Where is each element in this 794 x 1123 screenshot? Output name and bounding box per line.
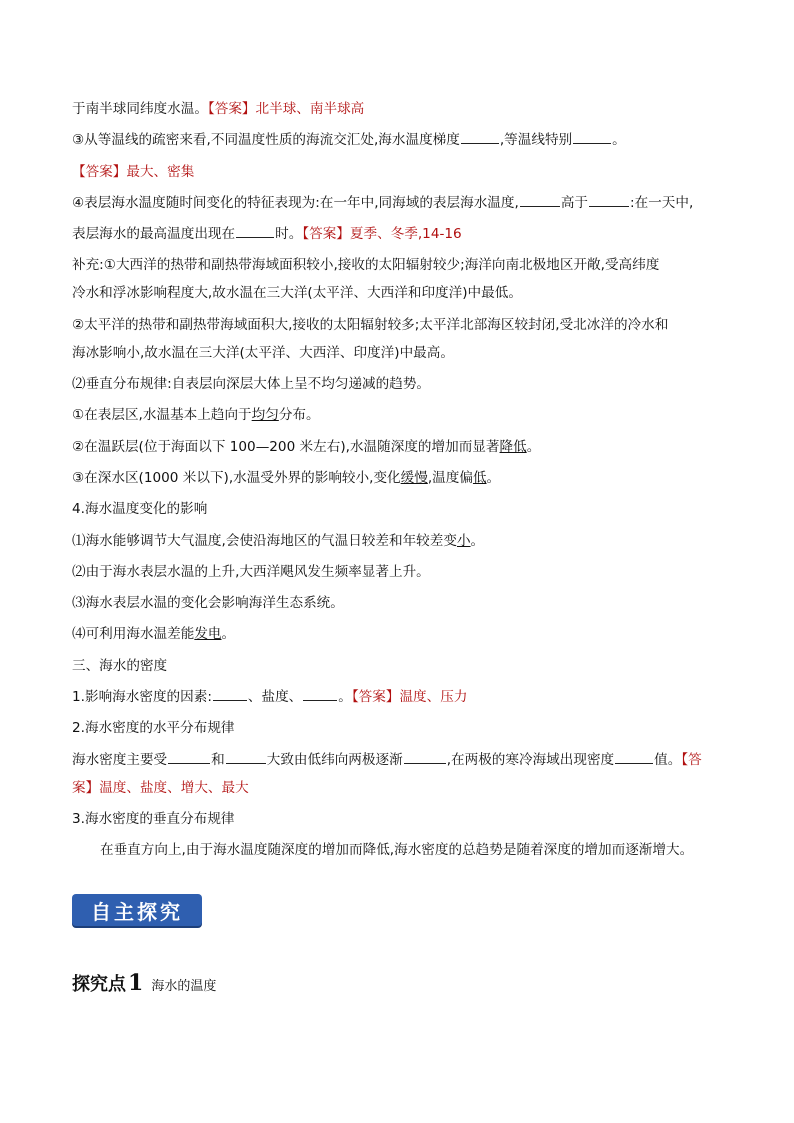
answer-tag: 案】 — [72, 779, 100, 796]
subheading: 3.海水密度的垂直分布规律 — [72, 810, 235, 827]
fill-blank — [615, 750, 653, 764]
fill-blank — [404, 750, 446, 764]
subheading: 4.海水温度变化的影响 — [72, 501, 208, 518]
fill-blank — [573, 130, 611, 144]
fill-blank — [461, 130, 499, 144]
answer-text: 夏季、冬季,14-16 — [349, 226, 462, 243]
fill-blank — [226, 750, 266, 764]
text-line: 在垂直方向上,由于海水温度随深度的增加而降低,海水密度的总趋势是随着深度的增加而逐渐增大。 — [100, 842, 694, 859]
section-title: 海水的温度 — [151, 979, 217, 994]
underlined-answer: 小 — [456, 532, 471, 549]
subheading: 2.海水密度的水平分布规律 — [72, 720, 235, 737]
question-line: ④表层海水温度随时间变化的特征表现为:在一年中,同海域的表层海水温度, 高于 :在一天中, — [72, 194, 694, 211]
answer-line — [72, 778, 732, 798]
fill-blank — [520, 193, 560, 207]
answer-text: 最大、密集 — [126, 163, 195, 180]
text-line: ②太平洋的热带和副热带海域面积大,接收的太阳辐射较多;太平洋北部海区较封闭,受北冰洋的冷水和 — [72, 316, 669, 333]
underlined-answer: 缓慢 — [400, 469, 428, 486]
answer-tag: 【答 — [681, 751, 702, 768]
answer-text: 温度、盐度、增大、最大 — [99, 779, 249, 796]
question-line: 表层海水的最高温度出现在 时。【答案】夏季、冬季,14-16 — [72, 226, 462, 243]
text-line: ②在温跃层(位于海面以下 100—200 米左右),水温随深度的增加而显著降低。 — [72, 438, 541, 455]
section-label: 探究点 — [72, 974, 126, 995]
fill-blank — [589, 193, 629, 207]
answer-tag: 【答案】 — [207, 101, 256, 117]
text-line: ⑵由于海水表层水温的上升,大西洋飓风发生频率显著上升。 — [72, 563, 430, 580]
answer-tag: 【答案】 — [302, 226, 350, 243]
answer-text: 北半球、南半球高 — [255, 101, 365, 117]
underlined-answer: 均匀 — [251, 407, 279, 424]
underlined-answer: 发电 — [194, 626, 222, 643]
question-line: 海水密度主要受 和 大致由低纬向两极逐渐 ,在两极的寒冷海域出现密度 值。【答 — [72, 751, 702, 768]
fill-blank — [236, 224, 274, 238]
underlined-answer: 降低 — [499, 438, 527, 455]
question-line: ③从等温线的疏密来看,不同温度性质的海流交汇处,海水温度梯度 ,等温线特别 。 — [72, 132, 626, 149]
text-line: ⑶海水表层水温的变化会影响海洋生态系统。 — [72, 595, 344, 612]
answer-text: 温度、压力 — [399, 689, 468, 706]
text-line: ⑵垂直分布规律:自表层向深层大体上呈不均匀递减的趋势。 — [72, 376, 431, 393]
text-line: ⑷可利用海水温差能发电。 — [72, 626, 236, 643]
answer-tag: 【答案】 — [72, 163, 127, 180]
fill-blank — [303, 687, 337, 701]
section-number: 1 — [128, 970, 144, 996]
fill-blank — [168, 750, 210, 764]
question-line: 1.影响海水密度的因素: 、盐度、 。【答案】温度、压力 — [72, 689, 468, 706]
underlined-answer: 低 — [472, 469, 487, 486]
text-line: 补充:①大西洋的热带和副热带海域面积较小,接收的太阳辐射较少;海洋向南北极地区开敞,受高纬度 — [72, 257, 660, 274]
text-line: ⑴海水能够调节大气温度,会使沿海地区的气温日较差和年较差变小。 — [72, 532, 485, 549]
text-line: 冷水和浮冰影响程度大,故水温在三大洋(太平洋、大西洋和印度洋)中最低。 — [72, 285, 522, 302]
section-heading-explore — [72, 970, 216, 996]
section-heading: 三、海水的密度 — [72, 657, 168, 674]
text-line: 海冰影响小,故水温在三大洋(太平洋、大西洋、印度洋)中最高。 — [72, 344, 454, 361]
answer-tag: 【答案】 — [351, 689, 400, 706]
text-line: ③在深水区(1000 米以下),水温受外界的影响较小,变化缓慢,温度偏低。 — [72, 469, 501, 486]
fill-blank — [213, 687, 247, 701]
text-line: 于南半球同纬度水温。【答案】北半球、南半球高 — [72, 101, 365, 117]
text-line: ①在表层区,水温基本上趋向于均匀分布。 — [72, 407, 320, 424]
document-body — [72, 99, 732, 872]
self-study-badge: 自主探究 — [72, 894, 202, 926]
answer-line — [72, 162, 732, 182]
